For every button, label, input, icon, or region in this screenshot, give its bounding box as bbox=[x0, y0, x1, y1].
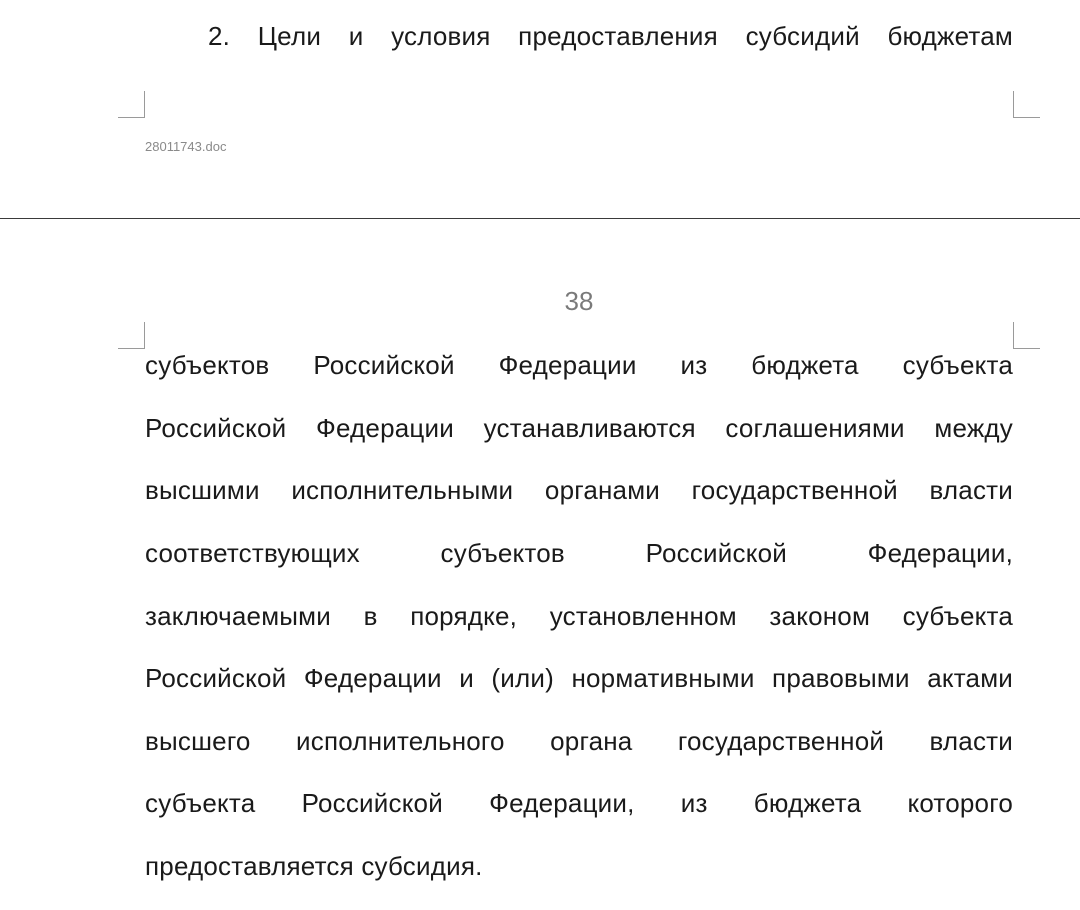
text-line: высшего исполнительного органа государственной власти bbox=[145, 726, 1013, 756]
bottom-left-margin-mark bbox=[118, 91, 145, 118]
previous-page-last-line: 2. Цели и условия предоставления субсидий бюджетам bbox=[208, 21, 1013, 51]
top-right-margin-mark bbox=[1013, 322, 1040, 349]
text-line: Российской Федерации устанавливаются соглашениями между bbox=[145, 413, 1013, 443]
top-left-margin-mark bbox=[118, 322, 145, 349]
text-line: соответствующих субъектов Российской Федерации, bbox=[145, 538, 1013, 568]
text-line: субъектов Российской Федерации из бюджета субъекта bbox=[145, 350, 1013, 380]
text-line: заключаемыми в порядке, установленном законом субъекта bbox=[145, 601, 1013, 631]
bottom-right-margin-mark bbox=[1013, 91, 1040, 118]
previous-page bbox=[0, 0, 1080, 219]
footer-filename: 28011743.doc bbox=[145, 139, 227, 154]
text-line: Российской Федерации и (или) нормативными правовыми актами bbox=[145, 663, 1013, 693]
text-line: субъекта Российской Федерации, из бюджета которого bbox=[145, 788, 1013, 818]
text-line: высшими исполнительными органами государственной власти bbox=[145, 475, 1013, 505]
page-number: 38 bbox=[564, 286, 594, 316]
text-line: предоставляется субсидия. bbox=[145, 851, 483, 881]
